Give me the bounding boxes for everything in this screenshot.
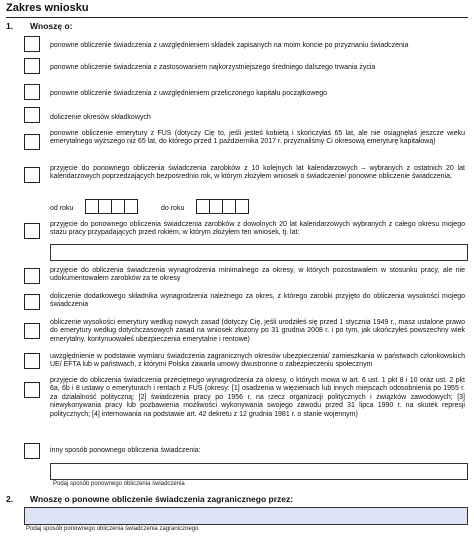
option-5-label: ponowne obliczenie emerytury z FUS (dotyczy Cię to, jeśli jesteś kobietą i skończyłaś 65 lat, ale nie osiągnęłaś jeszcze wieku emerytalnego wyższego niż 65 lat, do którego przed 1 października 2017 r. przyznaliśmy Ci okresową emeryturę kapitałową) xyxy=(50,130,465,146)
option-3-label: ponowne obliczenie świadczenia z uwzględnieniem przeliczonego kapitału początkowego xyxy=(50,90,328,97)
form-section-title: Zakres wniosku xyxy=(6,2,89,14)
option-12-checkbox[interactable] xyxy=(24,382,40,398)
option-7-checkbox[interactable] xyxy=(24,223,40,239)
years-list-input[interactable] xyxy=(50,244,468,261)
option-5-checkbox[interactable] xyxy=(24,134,40,150)
option-8-label: przyjęcie do obliczenia świadczenia wynagrodzenia minimalnego za okresy, w których pozostawałem w stosunku pracy, ale nie udokumentowałem zarobków za te okresy xyxy=(50,267,465,283)
section-2-number: 2. xyxy=(6,494,14,504)
option-12-label: przyjęcie do obliczenia świadczenia przeciętnego wynagrodzenia za okresy, o których mowa w art. 6 ust. 1 pkt 8 i 10 oraz ust. 2 pkt 6a, 6b i 8 ustawy o emeryturach i rentach z FUS (okresy: [1] osadzenia w więzieniach lub innych miejscach odosobnienia po 1955 r. za działalność polityczną; [2] świadczenia pracy po 1956 r. na rzecz organizacji politycznych i związków zawodowych; [3] niewykonywania pracy lub pozbawienia możliwości wykonywania swojego zawodu przed 31 lipca 1990 r. na skutek represji politycznych; [4] internowania na podstawie art. 42 dekretu z 12 grudnia 1981 r. o stanie wojennym) xyxy=(50,377,465,418)
option-1-checkbox[interactable] xyxy=(24,36,40,52)
year-to-digit-2[interactable] xyxy=(209,199,223,214)
year-from-label: od roku xyxy=(50,205,74,212)
foreign-benefit-method-input[interactable] xyxy=(24,507,468,525)
option-9-checkbox[interactable] xyxy=(24,294,40,310)
year-to-digit-3[interactable] xyxy=(222,199,236,214)
option-4-label: doliczenie okresów składkowych xyxy=(50,114,151,121)
option-4-checkbox[interactable] xyxy=(24,107,40,123)
section-1-number: 1. xyxy=(6,21,14,31)
option-6-label: przyjęcie do ponownego obliczenia świadczenia zarobków z 10 kolejnych lat kalendarzowych – wybranych z ostatnich 20 lat kalendarzowych poprzedzających bezpośrednio rok, w którym złożyłem wniosek o świadczenie/ ponowne obliczenie świadczenia, xyxy=(50,165,465,181)
option-6-checkbox[interactable] xyxy=(24,167,40,183)
year-from-digit-4[interactable] xyxy=(124,199,138,214)
option-3-checkbox[interactable] xyxy=(24,84,40,100)
option-1-label: ponowne obliczenie świadczenia z uwzględnieniem składek zapisanych na moim koncie po przyznaniu świadczenia xyxy=(50,42,409,49)
title-divider xyxy=(6,17,468,18)
other-method-hint: Podaj sposób ponownego obliczenia świadczenia xyxy=(53,481,185,487)
option-13-label: inny sposób ponownego obliczenia świadczenia: xyxy=(50,447,201,454)
option-2-label: ponowne obliczenie świadczenia z zastosowaniem najkorzystniejszego średniego dalszego trwania życia xyxy=(50,64,376,71)
option-10-checkbox[interactable] xyxy=(24,323,40,339)
other-method-input[interactable] xyxy=(50,463,468,480)
year-to-input[interactable] xyxy=(196,199,248,214)
year-from-input[interactable] xyxy=(85,199,137,214)
year-from-digit-1[interactable] xyxy=(85,199,99,214)
year-from-digit-3[interactable] xyxy=(111,199,125,214)
year-from-digit-2[interactable] xyxy=(98,199,112,214)
option-11-label: uwzględnienie w podstawie wymiaru świadczenia zagranicznych okresów ubezpieczenia/ zamieszkania w państwach członkowskich UE/ EFTA lub w państwach, z którymi Polska zawarła umowy dwustronne o zabezpieczeniu społecznym xyxy=(50,353,465,369)
year-to-label: do roku xyxy=(161,205,185,212)
option-2-checkbox[interactable] xyxy=(24,58,40,74)
option-7-label: przyjęcie do ponownego obliczenia świadczenia zarobków z dowolnych 20 lat kalendarzowych wybranych z całego okresu mojego stażu pracy przypadających przed rokiem, w którym złożyłem ten wniosek, tj. lat: xyxy=(50,221,465,237)
option-8-checkbox[interactable] xyxy=(24,268,40,284)
option-9-label: doliczenie dodatkowego składnika wynagrodzenia należnego za okres, z którego zarobki przyjęto do obliczenia wysokości mojego świadczenia xyxy=(50,293,465,309)
option-13-checkbox[interactable] xyxy=(24,443,40,459)
year-to-digit-4[interactable] xyxy=(235,199,249,214)
section-1-heading: Wnoszę o: xyxy=(30,21,73,31)
foreign-benefit-method-hint: Podaj sposób ponownego obliczenia świadczenia zagranicznego xyxy=(26,526,199,532)
option-10-label: obliczenie wysokości emerytury według nowych zasad (dotyczy Cię, jeśli urodziłeś się przed 1 stycznia 1949 r., masz ustalone prawo do emerytury według dotychczasowych zasad na wniosek złożony po 31 grudnia 2008 r. i po tym, jak ukończyłeś powszechny wiek emerytalny, kontynuowałeś ubezpieczenia emerytalne i rentowe) xyxy=(50,319,465,343)
section-2-heading: Wnoszę o ponowne obliczenie świadczenia zagranicznego przez: xyxy=(30,494,294,504)
year-to-digit-1[interactable] xyxy=(196,199,210,214)
option-11-checkbox[interactable] xyxy=(24,353,40,369)
